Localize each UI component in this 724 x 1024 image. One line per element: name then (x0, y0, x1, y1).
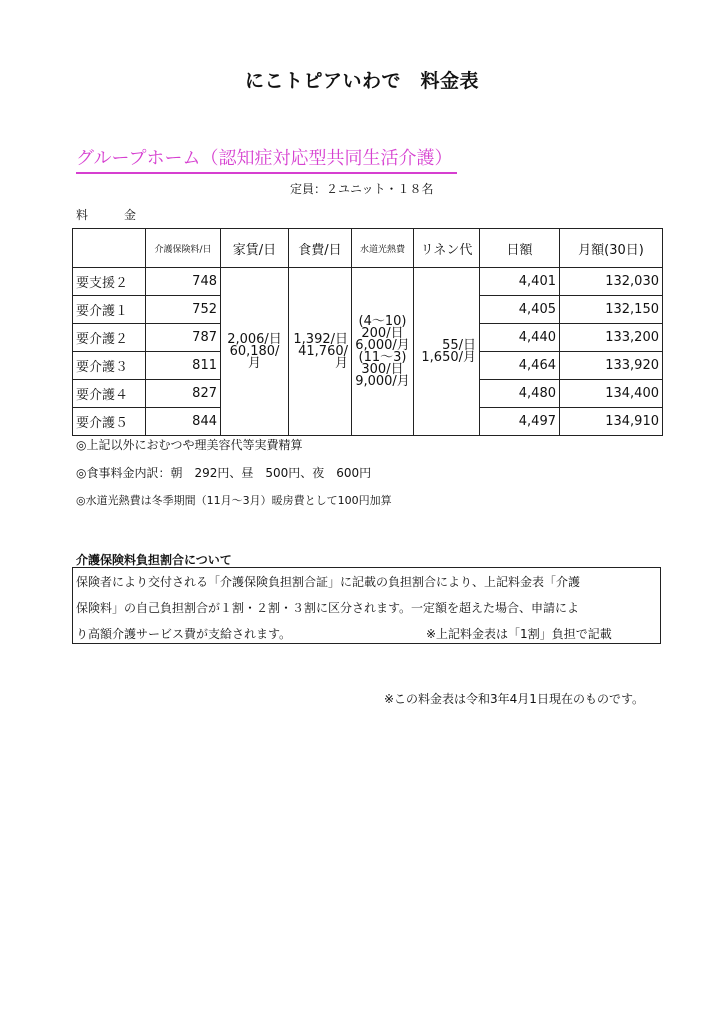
daily-cell: 4,405 (480, 296, 560, 324)
linen-line: 1,650/月 (421, 349, 476, 365)
insurance-text-line: 保険料」の自己負担割合が１割・２割・３割に区分されます。一定額を超えた場合、申請によ (76, 601, 580, 615)
fee-label: 料 金 (76, 208, 137, 222)
header-cell-daily: 日額 (480, 229, 560, 268)
header-cell-rent: 家賃/日 (221, 229, 289, 268)
page-title: にこトピアいわで 料金表 (244, 70, 479, 92)
grade-cell: 要介護５ (73, 408, 146, 436)
header-cell-monthly: 月額(30日) (560, 229, 663, 268)
grade-cell: 要介護２ (73, 324, 146, 352)
linen-cell (414, 268, 480, 436)
daily-cell: 4,480 (480, 380, 560, 408)
grade-cell: 要介護３ (73, 352, 146, 380)
rent-line: 60,180/月 (229, 343, 280, 371)
daily-cell: 4,464 (480, 352, 560, 380)
insurance-text-line: り高額介護サービス費が支給されます。 (76, 627, 292, 641)
grade-cell: 要支援２ (73, 268, 146, 296)
header-cell-linen: リネン代 (414, 229, 480, 268)
grade-cell: 要介護４ (73, 380, 146, 408)
monthly-cell: 132,150 (560, 296, 663, 324)
utilities-cell (352, 268, 414, 436)
insurance-cell: 827 (146, 380, 221, 408)
insurance-cell: 787 (146, 324, 221, 352)
daily-cell: 4,401 (480, 268, 560, 296)
header-cell-utilities: 水道光熱費 (352, 229, 414, 268)
linen-line: 55/日 (442, 337, 476, 353)
header-cell-insurance: 介護保険料/日 (146, 229, 221, 268)
capacity-text: 定員：２ユニット・１８名 (290, 182, 434, 196)
utilities-line: (4～10) (358, 313, 407, 329)
food-cell (289, 268, 352, 436)
utilities-line: 200/日 (361, 325, 404, 341)
header-cell-food: 食費/日 (289, 229, 352, 268)
insurance-text-line: 保険者により交付される「介護保険負担割合証」に記載の負担割合により、上記料金表「介護 (76, 575, 581, 589)
section-heading: グループホーム（認知症対応型共同生活介護） (76, 144, 457, 174)
daily-cell: 4,497 (480, 408, 560, 436)
note-meal-breakdown: ◎食事料金内訳：朝 292円、昼 500円、夜 600円 (76, 466, 372, 480)
insurance-cell: 752 (146, 296, 221, 324)
monthly-cell: 133,920 (560, 352, 663, 380)
utilities-line: 9,000/月 (355, 373, 410, 389)
insurance-cell: 748 (146, 268, 221, 296)
insurance-note: ※上記料金表は「1割」負担で記載 (426, 627, 612, 641)
insurance-cell: 844 (146, 408, 221, 436)
table-header-row (73, 229, 663, 268)
utilities-line: 300/日 (361, 361, 404, 377)
footer-note: ※この料金表は令和3年4月1日現在のものです。 (383, 692, 644, 706)
grade-cell: 要介護１ (73, 296, 146, 324)
insurance-cell: 811 (146, 352, 221, 380)
monthly-cell: 133,200 (560, 324, 663, 352)
utilities-line: (11～3) (358, 349, 407, 365)
food-line: 月 (334, 355, 348, 371)
rent-line: 2,006/日 (227, 331, 282, 347)
table-row (73, 268, 663, 296)
header-cell-grade (73, 229, 146, 268)
fee-table (72, 228, 663, 436)
insurance-section-title: 介護保険料負担割合について (76, 553, 232, 567)
monthly-cell: 134,910 (560, 408, 663, 436)
utilities-line: 6,000/月 (355, 337, 410, 353)
food-line: 41,760/ (298, 343, 348, 359)
food-line: 1,392/日 (293, 331, 348, 347)
note-winter-heating: ◎水道光熱費は冬季期間（11月～3月）暖房費として100円加算 (76, 494, 392, 507)
rent-cell (221, 268, 289, 436)
monthly-cell: 134,400 (560, 380, 663, 408)
daily-cell: 4,440 (480, 324, 560, 352)
monthly-cell: 132,030 (560, 268, 663, 296)
note-extra-costs: ◎上記以外におむつや理美容代等実費精算 (76, 438, 303, 452)
